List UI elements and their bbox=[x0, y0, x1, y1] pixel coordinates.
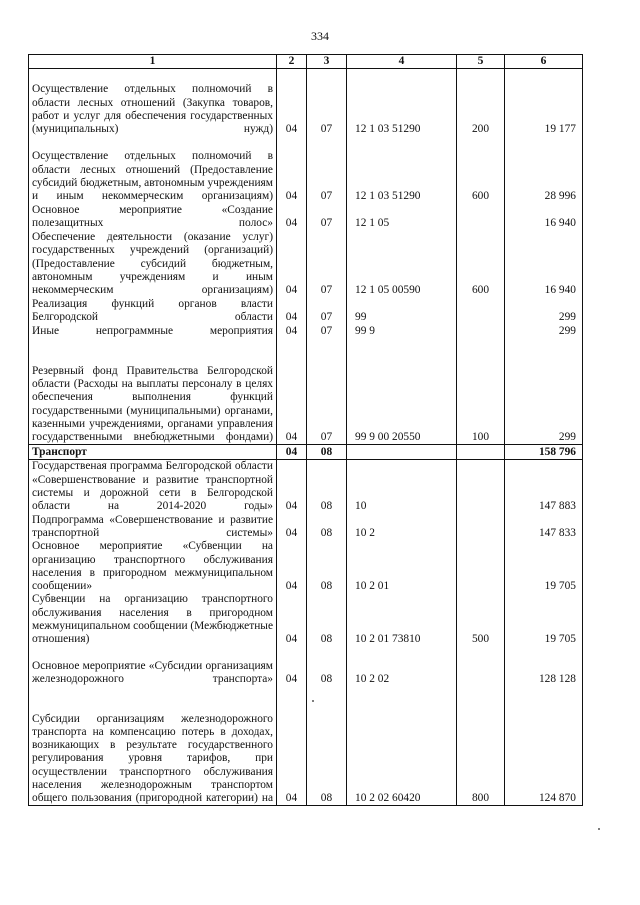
row-subsection-code: 07 bbox=[307, 297, 347, 324]
section-title: Транспорт bbox=[29, 445, 277, 460]
section-amount: 158 796 bbox=[505, 445, 583, 460]
row-amount: 299 bbox=[505, 324, 583, 338]
row-name: Основное мероприятие «Создание полезащитных полос» bbox=[29, 203, 277, 230]
scan-speck bbox=[312, 700, 314, 702]
row-expense-type bbox=[457, 646, 505, 686]
table-row bbox=[29, 513, 583, 540]
column-header: 4 bbox=[347, 55, 457, 69]
row-name: Реализация функций органов власти Белгородской области bbox=[29, 297, 277, 324]
row-section-code: 04 bbox=[277, 324, 307, 338]
row-name: Резервный фонд Правительства Белгородской области (Расходы на выплаты персоналу в целях обеспечения выполнения функций государственными (муниципальными) органами, казенными учреждениями, органами управления государственными внебюджетными фондами) bbox=[29, 338, 277, 445]
row-section-code: 04 bbox=[277, 203, 307, 230]
budget-table bbox=[28, 54, 583, 806]
row-subsection-code: 08 bbox=[307, 686, 347, 806]
row-name: Осуществление отдельных полномочий в области лесных отношений (Предоставление субсидий бюджетным, автономным учреждениям и иным некоммерческим организациям) bbox=[29, 136, 277, 203]
row-amount: 124 870 bbox=[505, 686, 583, 806]
column-header: 6 bbox=[505, 55, 583, 69]
row-section-code: 04 bbox=[277, 136, 307, 203]
row-expense-type: 500 bbox=[457, 593, 505, 646]
row-target-code: 99 bbox=[347, 297, 457, 324]
table-row bbox=[29, 646, 583, 686]
row-section-code: 04 bbox=[277, 69, 307, 137]
row-amount: 19 705 bbox=[505, 593, 583, 646]
row-section-code: 04 bbox=[277, 445, 307, 460]
row-section-code: 04 bbox=[277, 646, 307, 686]
row-target-code: 99 9 bbox=[347, 324, 457, 338]
row-expense-type: 600 bbox=[457, 230, 505, 297]
row-expense-type: 800 bbox=[457, 686, 505, 806]
row-subsection-code: 08 bbox=[307, 460, 347, 514]
column-header: 3 bbox=[307, 55, 347, 69]
row-amount: 147 883 bbox=[505, 460, 583, 514]
table-row bbox=[29, 460, 583, 514]
table-row bbox=[29, 540, 583, 593]
row-amount: 299 bbox=[505, 297, 583, 324]
table-row bbox=[29, 203, 583, 230]
row-amount: 147 833 bbox=[505, 513, 583, 540]
row-target-code bbox=[347, 445, 457, 460]
row-name: Обеспечение деятельности (оказание услуг) государственных учреждений (организаций) (Предоставление субсидий бюджетным, автономным учреждениям и иным некоммерческим организациям) bbox=[29, 230, 277, 297]
row-subsection-code: 08 bbox=[307, 593, 347, 646]
row-section-code: 04 bbox=[277, 338, 307, 445]
row-expense-type bbox=[457, 513, 505, 540]
row-name: Субсидии организациям железнодорожного транспорта на компенсацию потерь в доходах, возникающих в результате государственного регулирования уровня тарифов, при осуществлении транспортного обслуживания населения железнодорожным транспортом общего пользования (пригородной категории) на bbox=[29, 686, 277, 806]
page-number: 334 bbox=[311, 29, 329, 43]
column-header: 2 bbox=[277, 55, 307, 69]
row-section-code: 04 bbox=[277, 593, 307, 646]
row-name: Основное мероприятие «Субвенции на организацию транспортного обслуживания населения в пригородном межмуниципальном сообщении» bbox=[29, 540, 277, 593]
table-row bbox=[29, 338, 583, 445]
table-row bbox=[29, 324, 583, 338]
row-target-code: 10 2 01 bbox=[347, 540, 457, 593]
row-subsection-code: 07 bbox=[307, 136, 347, 203]
row-subsection-code: 07 bbox=[307, 69, 347, 137]
row-target-code: 10 2 bbox=[347, 513, 457, 540]
row-name: Основное мероприятие «Субсидии организациям железнодорожного транспорта» bbox=[29, 646, 277, 686]
row-amount: 299 bbox=[505, 338, 583, 445]
row-target-code: 10 2 02 bbox=[347, 646, 457, 686]
row-name: Иные непрограммные мероприятия bbox=[29, 324, 277, 338]
row-name: Государственая программа Белгородской области «Совершенствование и развитие транспортной системы и дорожной сети в Белгородской области на 2014-2020 годы» bbox=[29, 460, 277, 514]
row-expense-type bbox=[457, 324, 505, 338]
row-target-code: 12 1 05 00590 bbox=[347, 230, 457, 297]
row-subsection-code: 08 bbox=[307, 646, 347, 686]
row-amount: 16 940 bbox=[505, 203, 583, 230]
row-expense-type bbox=[457, 445, 505, 460]
row-target-code: 99 9 00 20550 bbox=[347, 338, 457, 445]
row-amount: 16 940 bbox=[505, 230, 583, 297]
section-row-transport bbox=[29, 445, 583, 460]
row-expense-type bbox=[457, 460, 505, 514]
table-row bbox=[29, 297, 583, 324]
table-row bbox=[29, 69, 583, 137]
row-expense-type: 100 bbox=[457, 338, 505, 445]
row-name: Осуществление отдельных полномочий в области лесных отношений (Закупка товаров, работ и услуг для обеспечения государственных (муниципальных) нужд) bbox=[29, 69, 277, 137]
row-subsection-code: 07 bbox=[307, 324, 347, 338]
row-subsection-code: 07 bbox=[307, 203, 347, 230]
row-name: Субвенции на организацию транспортного обслуживания населения в пригородном межмуниципальном сообщении (Межбюджетные отношения) bbox=[29, 593, 277, 646]
table-header-row bbox=[29, 55, 583, 69]
scan-speck bbox=[598, 828, 600, 830]
table-row bbox=[29, 593, 583, 646]
row-target-code: 10 bbox=[347, 460, 457, 514]
row-expense-type bbox=[457, 297, 505, 324]
column-header: 1 bbox=[29, 55, 277, 69]
row-section-code: 04 bbox=[277, 513, 307, 540]
row-amount: 28 996 bbox=[505, 136, 583, 203]
row-target-code: 12 1 03 51290 bbox=[347, 136, 457, 203]
row-section-code: 04 bbox=[277, 540, 307, 593]
row-target-code: 10 2 02 60420 bbox=[347, 686, 457, 806]
row-amount: 128 128 bbox=[505, 646, 583, 686]
row-subsection-code: 08 bbox=[307, 445, 347, 460]
row-subsection-code: 08 bbox=[307, 540, 347, 593]
row-section-code: 04 bbox=[277, 297, 307, 324]
table-row bbox=[29, 136, 583, 203]
row-target-code: 10 2 01 73810 bbox=[347, 593, 457, 646]
table-row bbox=[29, 230, 583, 297]
row-subsection-code: 07 bbox=[307, 230, 347, 297]
row-target-code: 12 1 03 51290 bbox=[347, 69, 457, 137]
row-amount: 19 705 bbox=[505, 540, 583, 593]
column-header: 5 bbox=[457, 55, 505, 69]
row-expense-type bbox=[457, 203, 505, 230]
row-subsection-code: 07 bbox=[307, 338, 347, 445]
row-subsection-code: 08 bbox=[307, 513, 347, 540]
row-name: Подпрограмма «Совершенствование и развитие транспортной системы» bbox=[29, 513, 277, 540]
row-section-code: 04 bbox=[277, 460, 307, 514]
row-target-code: 12 1 05 bbox=[347, 203, 457, 230]
table-row bbox=[29, 686, 583, 806]
row-amount: 19 177 bbox=[505, 69, 583, 137]
row-expense-type bbox=[457, 540, 505, 593]
row-section-code: 04 bbox=[277, 230, 307, 297]
row-section-code: 04 bbox=[277, 686, 307, 806]
row-expense-type: 200 bbox=[457, 69, 505, 137]
row-expense-type: 600 bbox=[457, 136, 505, 203]
